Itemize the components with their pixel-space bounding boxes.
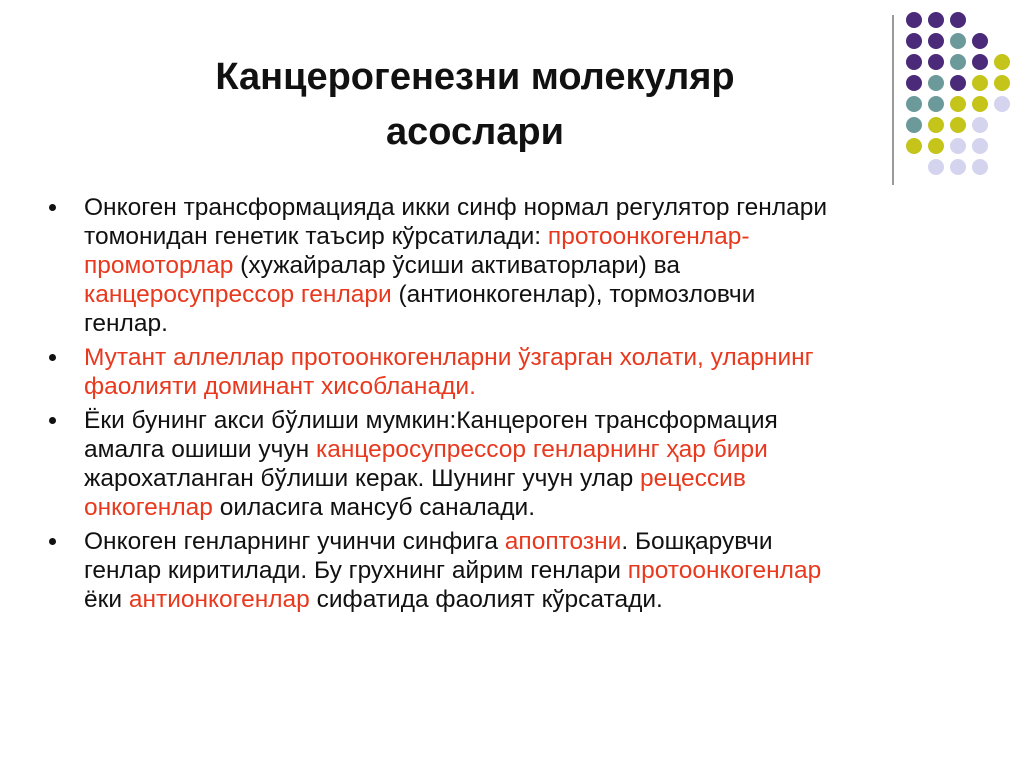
- bullet-text: (хужайралар ўсиши активаторлари) ва: [233, 252, 681, 279]
- decor-dot-icon: [972, 54, 988, 70]
- bullet-line: [84, 372, 1007, 401]
- highlighted-term: протоонкогенлар-: [547, 223, 750, 250]
- bullet-item: [47, 343, 1007, 401]
- decor-dot-icon: [950, 117, 966, 133]
- slide-title-line-1: Канцерогенезни молекуляр: [215, 56, 735, 98]
- highlighted-term: протоонкогенлар: [627, 557, 822, 584]
- decor-dot-icon: [906, 138, 922, 154]
- bullet-line: [84, 435, 1007, 464]
- decor-dot-icon: [994, 54, 1010, 70]
- decor-dot-icon: [906, 54, 922, 70]
- bullet-line: [84, 280, 1007, 309]
- bullet-line: [84, 527, 1007, 556]
- highlighted-term: канцеросупрессор генлари: [84, 281, 392, 308]
- decor-dot-icon: [928, 117, 944, 133]
- bullet-line: [84, 556, 1007, 585]
- highlighted-term: канцеросупрессор генларнинг ҳар бири: [315, 436, 768, 463]
- decor-dot-icon: [972, 96, 988, 112]
- decor-dot-icon: [950, 138, 966, 154]
- bullet-item: [47, 527, 1007, 614]
- bullet-text: генлар.: [84, 310, 168, 337]
- decor-dot-icon: [928, 33, 944, 49]
- decor-dot-icon: [906, 96, 922, 112]
- bullet-text: Ёки бунинг акси бўлиши мумкин:Канцероген трансформация: [84, 407, 778, 434]
- bullet-text: Онкоген трансформацияда икки синф нормал регулятор генлари: [84, 194, 828, 221]
- highlighted-term: промоторлар: [84, 252, 234, 279]
- decor-dot-icon: [950, 96, 966, 112]
- decor-dot-icon: [928, 159, 944, 175]
- bullet-line: [84, 493, 1007, 522]
- bullet-line: [84, 406, 1007, 435]
- highlighted-term: фаолияти доминант хисобланади.: [84, 373, 476, 400]
- bullet-text: томонидан генетик таъсир кўрсатилади:: [84, 223, 548, 250]
- decor-dot-icon: [906, 117, 922, 133]
- bullet-line: [84, 222, 1007, 251]
- highlighted-term: апоптозни: [504, 528, 622, 555]
- bullet-dot-icon: [49, 417, 56, 424]
- bullet-text: . Бошқарувчи: [621, 528, 773, 555]
- bullet-text: (антионкогенлар), тормозловчи: [391, 281, 756, 308]
- bullet-text: ёки: [84, 586, 129, 613]
- decor-dot-icon: [972, 138, 988, 154]
- decor-dot-icon: [950, 54, 966, 70]
- slide-title-line-2: асослари: [386, 111, 564, 153]
- bullet-text: генлар киритилади. Бу грухнинг айрим генлари: [84, 557, 628, 584]
- decor-dot-icon: [972, 117, 988, 133]
- bullet-text: Онкоген генларнинг учинчи синфига: [84, 528, 505, 555]
- bullet-line: [84, 464, 1007, 493]
- highlighted-term: Мутант аллеллар протоонкогенларни ўзгарган холати, уларнинг: [84, 344, 814, 371]
- decor-dot-icon: [994, 75, 1010, 91]
- decor-dot-icon: [972, 75, 988, 91]
- bullet-line: [84, 193, 1007, 222]
- bullet-line: [84, 585, 1007, 614]
- decor-dot-icon: [928, 75, 944, 91]
- decor-dot-icon: [906, 33, 922, 49]
- decor-dot-icon: [906, 12, 922, 28]
- decor-dot-icon: [972, 159, 988, 175]
- highlighted-term: онкогенлар: [84, 494, 213, 521]
- decor-dot-icon: [994, 96, 1010, 112]
- bullet-item: [47, 406, 1007, 522]
- decor-dot-icon: [950, 159, 966, 175]
- highlighted-term: рецессив: [640, 465, 746, 492]
- bullet-text: амалга ошиши учун: [84, 436, 316, 463]
- bullet-line: [84, 309, 1007, 338]
- decor-dot-icon: [972, 33, 988, 49]
- decor-dot-icon: [950, 75, 966, 91]
- bullet-list: [47, 193, 1007, 619]
- decorative-dot-grid: [0, 0, 1024, 200]
- decor-dot-icon: [928, 96, 944, 112]
- bullet-text: жарохатланган бўлиши керак. Шунинг учун улар: [84, 465, 641, 492]
- decor-dot-icon: [950, 12, 966, 28]
- bullet-dot-icon: [49, 204, 56, 211]
- decor-dot-icon: [928, 54, 944, 70]
- decor-dot-icon: [928, 138, 944, 154]
- bullet-line: [84, 343, 1007, 372]
- bullet-item: [47, 193, 1007, 338]
- bullet-dot-icon: [49, 354, 56, 361]
- decor-dot-icon: [950, 33, 966, 49]
- bullet-dot-icon: [49, 538, 56, 545]
- decor-dot-icon: [928, 12, 944, 28]
- bullet-text: сифатида фаолият кўрсатади.: [309, 586, 663, 613]
- bullet-line: [84, 251, 1007, 280]
- bullet-text: оиласига мансуб саналади.: [212, 494, 536, 521]
- decor-dot-icon: [906, 75, 922, 91]
- highlighted-term: антионкогенлар: [128, 586, 310, 613]
